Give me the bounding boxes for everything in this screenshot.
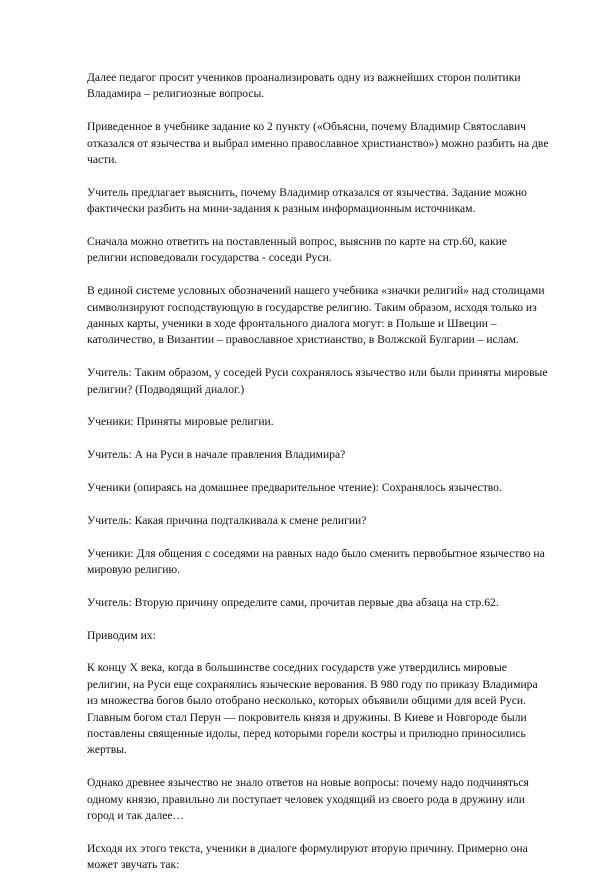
paragraph-teacher-task: Учитель: Вторую причину определите сами, прочитав первые два абзаца на стр.62. xyxy=(87,595,499,609)
paragraph-religion-symbols: В единой системе условных обозначений нашего учебника «значки религий» над столицами символизируют господствующую в государстве религию. Таким образом, исходя только из данных карты, ученики в ходе фронтального диалога могут: в Польше и Швеции – католичество, в Византии – православное христианство, в Волжской Булгарии – ислам. xyxy=(87,284,545,347)
paragraph-quote-2: Однако древнее язычество не знало ответов на новые вопросы: почему надо подчиняться одному князю, правильно ли поступает человек уходящий из своего рода в дружину или город и так далее… xyxy=(87,776,529,823)
paragraph-conclusion: Исходя их этого текста, ученики в диалоге формулируют вторую причину. Примерно она может звучать так: xyxy=(87,841,528,872)
paragraph-teacher-question-2: Учитель: А на Руси в начале правления Владимира? xyxy=(87,448,346,462)
paragraph-quote-intro: Приводим их: xyxy=(87,628,156,642)
paragraph-intro: Далее педагог просит учеников проанализировать одну из важнейших сторон политики Владамира – религиозные вопросы. xyxy=(87,71,521,101)
paragraph-task: Приведенное в учебнике задание ко 2 пункту («Объясни, почему Владимир Святославич отказался от язычества и выбрал именно православное христианство») можно разбить на две части. xyxy=(87,120,549,167)
paragraph-students-answer-1: Ученики: Приняты мировые религии. xyxy=(87,415,274,429)
document-body xyxy=(87,70,549,890)
paragraph-quote-1: К концу X века, когда в большинстве соседних государств уже утвердились мировые религии, на Руси еще сохранялись языческие верования. В 980 году по приказу Владимира из множества богов было отобрано несколько, которых объявили общими для всей Руси. Главным богом стал Перун — покровитель князя и дружины. В Киеве и Новгороде были поставлены священные идолы, перед которыми горели костры и прилюдно приносились жертвы. xyxy=(87,661,538,757)
paragraph-students-answer-2: Ученики (опираясь на домашнее предварительное чтение): Сохранялось язычество. xyxy=(87,481,502,495)
paragraph-map-question: Сначала можно ответить на поставленный вопрос, выяснив по карте на стр.60, какие религии исповедовали государства - соседи Руси. xyxy=(87,235,507,265)
paragraph-students-answer-3: Ученики: Для общения с соседями на равных надо было сменить первобытное язычество на мировую религию. xyxy=(87,546,545,577)
paragraph-teacher-proposal: Учитель предлагает выяснить, почему Владимир отказался от язычества. Задание можно фактически разбить на мини-задания к разным информационным источникам. xyxy=(87,185,527,216)
paragraph-teacher-question-1: Учитель: Таким образом, у соседей Руси сохранялось язычество или были приняты мировые религии? (Подводящий диалог.) xyxy=(87,366,548,396)
paragraph-teacher-question-3: Учитель: Какая причина подталкивала к смене религии? xyxy=(87,513,367,527)
